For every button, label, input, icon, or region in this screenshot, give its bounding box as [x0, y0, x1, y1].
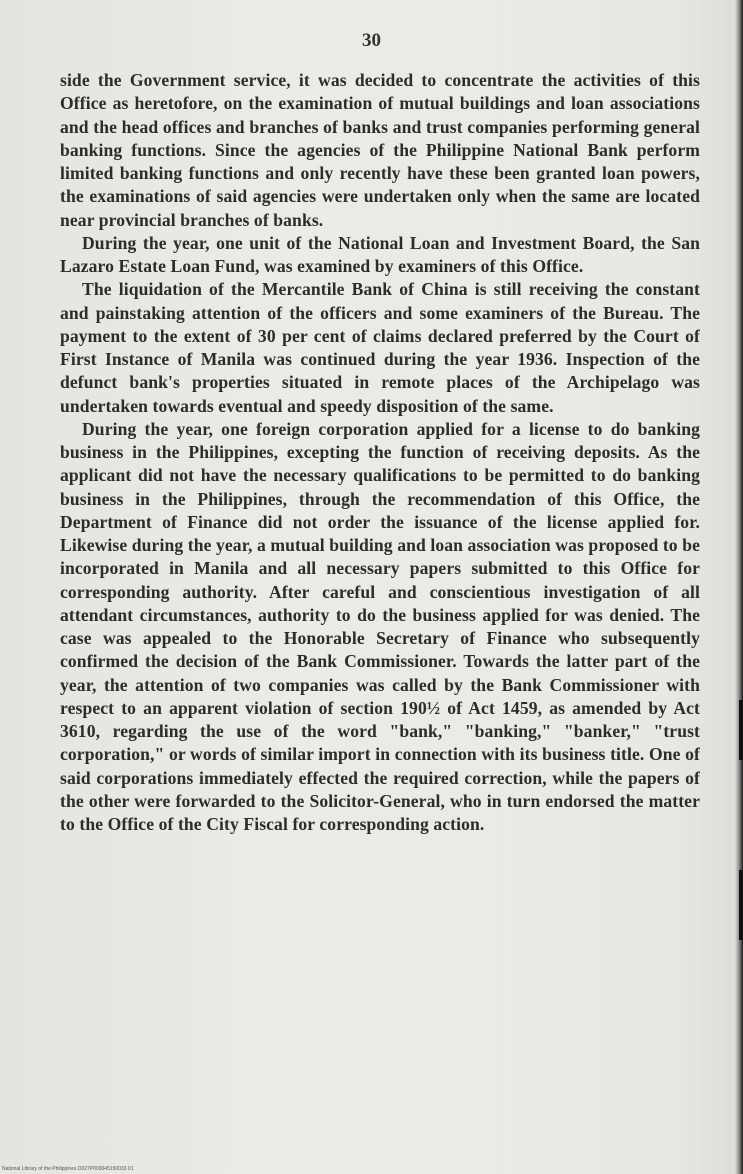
body-text	[60, 69, 700, 836]
paragraph: During the year, one unit of the National Loan and Investment Board, the San Lazaro Estate Loan Fund, was examined by examiners of this Office.	[60, 232, 700, 276]
paragraph: During the year, one foreign corporation applied for a license to do banking business in the Philippines, excepting the function of receiving deposits. As the applicant did not have the necessary qualifications to be permitted to do banking business in the Philippines, through the recommendation of this Office, the Department of Finance did not order the issuance of the license applied for. Likewise during the year, a mutual building and loan association was proposed to be incorporated in Manila and all necessary papers submitted to this Office for corresponding authority. After careful and conscientious investigation of all attendant circumstances, authority to do the business applied for was denied. The case was appealed to the Honorable Secretary of Finance who subsequently confirmed the decision of the Bank Commissioner. Towards the latter part of the year, the attention of two companies was called by the Bank Commissioner with respect to an apparent violation of section 190½ of Act 1459, as amended by Act 3610, regarding the use of the word "bank," "banking," "banker," "trust corporation," or words of similar import in connection with its business title. One of said corporations immediately effected the required correction, while the papers of the other were forwarded to the Solicitor-General, who in turn endorsed the matter to the Office of the City Fiscal for corresponding action.	[60, 418, 700, 834]
page-number: 30	[362, 30, 381, 51]
paragraph: The liquidation of the Mercantile Bank of China is still receiving the constant and painstaking attention of the officers and some examiners of the Bureau. The payment to the extent of 30 per cent of claims declared preferred by the Court of First Instance of Manila was continued during the year 1936. Inspection of the defunct bank's properties situated in remote places of the Archipelago was undertaken towards eventual and speedy disposition of the same.	[60, 279, 700, 416]
edge-mark	[739, 870, 743, 940]
edge-mark	[739, 700, 743, 760]
page-binding-edge	[735, 0, 743, 1174]
scan-footer: National Library of the Philippines D027P000045150033 01	[2, 1166, 134, 1172]
paragraph: side the Government service, it was decided to concentrate the activities of this Office as heretofore, on the examination of mutual buildings and loan associations and the head offices and branches of banks and trust companies performing general banking functions. Since the agencies of the Philippine National Bank perform limited banking functions and only recently have these been granted loan powers, the examinations of said agencies were undertaken only when the same are located near provincial branches of banks.	[60, 70, 700, 230]
